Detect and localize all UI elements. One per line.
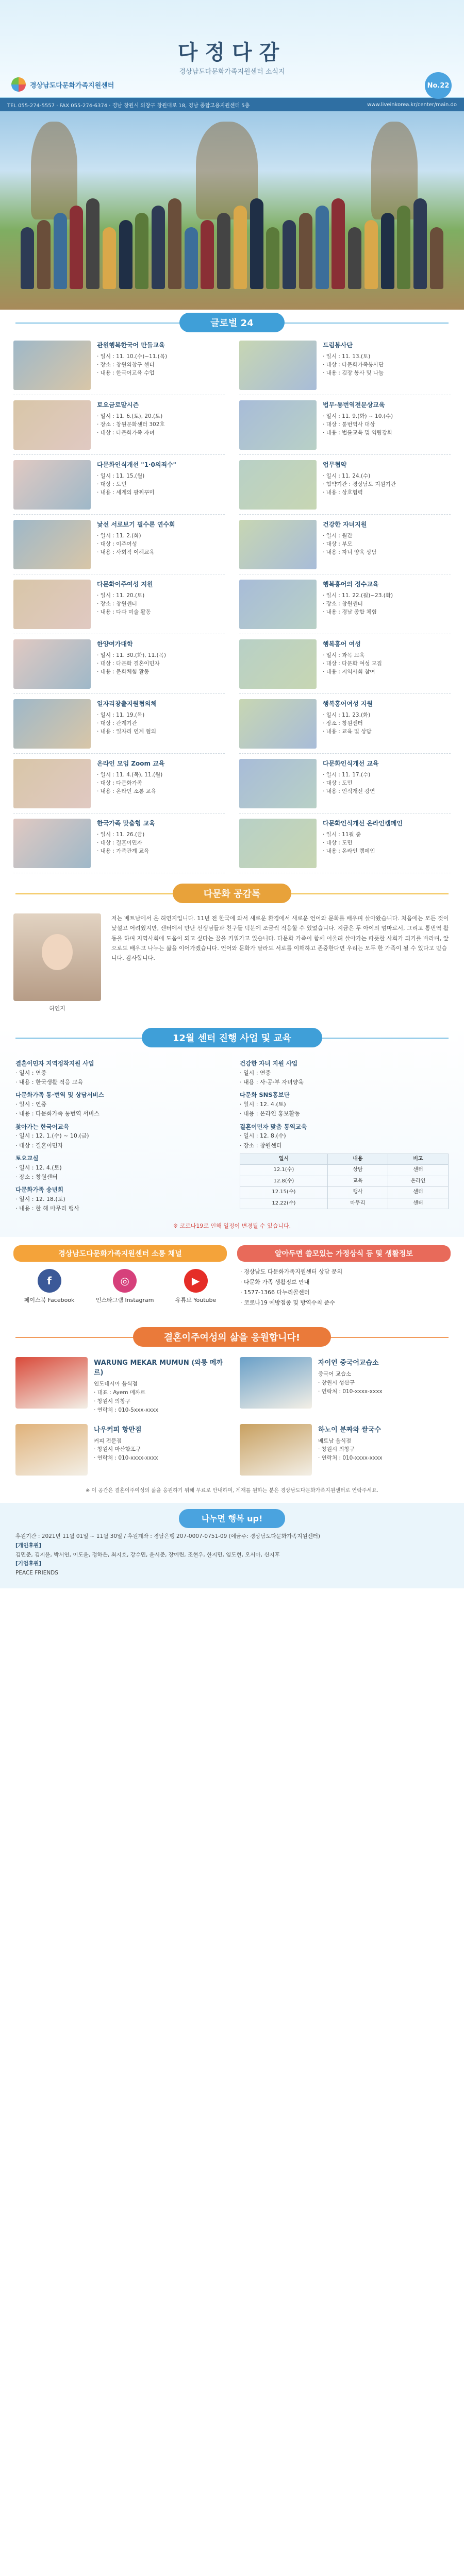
person-figure [86, 198, 100, 289]
sns-label: 페이스북 Facebook [24, 1297, 75, 1304]
schedule-table [240, 1154, 449, 1210]
donation-period: 후원기간 : 2021년 11월 01일 ~ 11월 30일 / 후원계좌 : 경남은행 207-0007-0751-09 (예금주: 경상남도다문화가족지원센터) [15, 1533, 320, 1539]
news-body: · 일시 : 월간 · 대상 : 부모 · 내용 : 자녀 양육 상담 [323, 532, 377, 556]
news-body: · 일시 : 과목 교육 · 대상 : 다문화 여성 모집 · 내용 : 지역사회 참여 [323, 652, 382, 675]
schedule-heading: 다문화 SNS홍보단 [240, 1091, 290, 1099]
news-item [239, 395, 451, 455]
section-banner-essay [0, 880, 464, 906]
person-figure [266, 227, 279, 289]
person-figure [168, 198, 181, 289]
person-figure [201, 220, 214, 289]
individual-donors: 김민준, 김지윤, 박서연, 이도윤, 정하은, 최지호, 강수민, 윤서준, 장예린, 조현우, 한지민, 임도현, 오서아, 신지후 [15, 1551, 280, 1558]
shops-grid [0, 1350, 464, 1482]
news-body: · 일시 : 11. 23.(화) · 장소 : 창원센터 · 내용 : 교육 및 상담 [323, 711, 372, 735]
schedule-detail: · 일시 : 12. 8.(수) · 장소 : 창원센터 [240, 1132, 286, 1149]
news-body: · 일시 : 11. 17.(수) · 대상 : 도민 · 내용 : 인식개선 강연 [323, 771, 375, 795]
news-body: · 일시 : 11. 19.(목) · 대상 : 관계기관 · 내용 : 일자리 연계 협의 [97, 711, 156, 735]
person-figure [381, 213, 394, 289]
section-title: 글로벌 24 [179, 313, 284, 332]
issue-number-badge: No.22 [425, 72, 452, 99]
person-figure [119, 220, 132, 289]
news-title: 토요금로말시즌 [97, 401, 139, 409]
sns-icon: f [38, 1269, 61, 1293]
table-cell: 12.8(수) [240, 1176, 328, 1187]
news-title: 낯선 서로보기 필수론 연수회 [97, 521, 175, 528]
schedule-heading: 찾아가는 한국어교육 [15, 1123, 69, 1130]
schedule-heading: 다문화가족 송년회 [15, 1186, 63, 1193]
schedule-heading: 토요교실 [15, 1154, 39, 1162]
schedule-heading: 건강한 자녀 지원 사업 [240, 1060, 297, 1067]
person-figure [250, 198, 263, 289]
sns-link[interactable] [24, 1269, 75, 1304]
table-cell: 온라인 [388, 1176, 448, 1187]
person-figure [234, 206, 247, 289]
shop-photo [240, 1357, 312, 1409]
news-grid [0, 335, 464, 873]
news-item [13, 455, 225, 515]
news-photo [13, 819, 91, 868]
table-cell: 상담 [327, 1165, 388, 1176]
schedule-heading: 다문화가족 통·번역 및 상담서비스 [15, 1091, 104, 1099]
person-figure [54, 213, 67, 289]
table-cell: 마무리 [327, 1198, 388, 1209]
news-title: 업무협약 [323, 461, 347, 468]
shops-footnote: ※ 이 공간은 결혼이주여성의 삶을 응원하기 위해 무료로 안내하며, 게재를 원하는 분은 경상남도다문화가족지원센터로 연락주세요. [85, 1487, 379, 1494]
info-box [237, 1245, 451, 1313]
schedule-detail: · 일시 : 12. 4.(토) · 내용 : 온라인 홍보활동 [240, 1101, 300, 1117]
table-cell: 12.1(수) [240, 1165, 328, 1176]
shop-item [15, 1424, 224, 1476]
section-banner-news [0, 310, 464, 335]
news-photo [239, 400, 317, 450]
individual-label: [개인후원] [15, 1542, 42, 1549]
sns-link[interactable] [175, 1269, 216, 1304]
shop-details: 인도네시아 음식점 · 대표 : Ayem 메까르 · 창원시 의창구 · 연락처 : 010-5xxx-xxxx [94, 1381, 159, 1413]
center-logo [11, 77, 114, 92]
news-photo [239, 341, 317, 390]
person-figure [135, 213, 148, 289]
section-title: 나누면 행복 up! [179, 1509, 286, 1528]
shop-details: 중국어 교습소 · 창원시 성산구 · 연락처 : 010-xxxx-xxxx [318, 1371, 383, 1395]
person-figure [37, 220, 51, 289]
person-figure [299, 213, 312, 289]
table-cell: 행사 [327, 1187, 388, 1198]
person-figure [348, 227, 361, 289]
author-photo [13, 913, 101, 1001]
schedule-column-right [240, 1056, 449, 1213]
group-donors: PEACE FRIENDS [15, 1570, 58, 1577]
news-photo [239, 639, 317, 689]
schedule-detail: · 일시 : 12. 1.(수) ~ 10.(금) · 대상 : 결혼이민자 [15, 1132, 89, 1149]
news-body: · 일시 : 11. 26.(금) · 대상 : 결혼이민자 · 내용 : 가족관계 교육 [97, 831, 150, 855]
news-item [239, 634, 451, 694]
website-link[interactable]: www.liveinkorea.kr/center/main.do [367, 101, 457, 108]
shop-name: 나우커피 항만점 [94, 1426, 142, 1434]
news-photo [13, 520, 91, 569]
news-body: · 일시 : 11. 13.(토) · 대상 : 다문화가족봉사단 · 내용 : 김장 봉사 및 나눔 [323, 353, 384, 377]
shop-photo [15, 1357, 88, 1409]
sns-box [13, 1245, 227, 1313]
section-title: 12월 센터 진행 사업 및 교육 [142, 1028, 322, 1047]
news-title: 다문화이주여성 지원 [97, 581, 153, 588]
newsletter-subtitle: 경상남도다문화가족지원센터 소식지 [179, 68, 285, 76]
table-row [240, 1176, 449, 1187]
logo-text: 경상남도다문화가족지원센터 [30, 81, 114, 90]
section-title: 다문화 공감톡 [173, 884, 292, 903]
shop-details: 베트남 음식점 · 창원시 의창구 · 연락처 : 010-xxxx-xxxx [318, 1437, 383, 1462]
news-photo [239, 460, 317, 510]
schedule-note: ※ 코로나19로 인해 일정이 변경될 수 있습니다. [173, 1223, 291, 1230]
shop-name: WARUNG MEKAR MUMUN (와룽 메까르) [94, 1359, 223, 1377]
news-title: 행복홍어의 정수교육 [323, 581, 379, 588]
person-figure [332, 198, 345, 289]
shop-photo [15, 1424, 88, 1476]
essay-text: 저는 베트남에서 온 허연지입니다. 11년 전 한국에 와서 새로운 환경에서 새로운 언어와 문화를 배우며 살아왔습니다. 처음에는 모든 것이 낯설고 어려웠지만, 센터에서 만난 선생님들과 친구들 덕분에 조금씩 적응할 수 있었습니다. 지금은 두 아이의 엄마로서, 그리고 통번역 활동을 하며 지역사회에 도움이 되고 싶다는 꿈을 키워가고 있습니다. 다문화 가족이 함께 어울려 살아가는 따뜻한 사회가 되기를 바라며, 앞으로도 배우고 나누는 삶을 이어가겠습니다. 언어와 문화가 달라도 서로를 이해하고 존중한다면 우리는 모두 한 가족이 될 수 있다고 믿습니다. 감사합니다. [111, 915, 449, 961]
shop-photo [240, 1424, 312, 1476]
table-cell: 센터 [388, 1165, 448, 1176]
news-item [13, 634, 225, 694]
news-body: · 일시 : 11. 6.(토), 20.(토) · 장소 : 창원문화센터 302호 · 대상 : 다문화가족 자녀 [97, 413, 165, 436]
schedule-detail: · 일시 : 연중 · 내용 : 한국생활 적응 교육 [15, 1069, 83, 1086]
section-title: 결혼이주여성의 삶을 응원합니다! [133, 1327, 331, 1347]
person-figure [217, 213, 230, 289]
essay-author [13, 913, 101, 1012]
schedule-heading: 결혼이민자 지역정착지원 사업 [15, 1060, 94, 1067]
news-body: · 일시 : 11. 22.(월)~23.(화) · 장소 : 창원센터 · 내용 : 경남 종합 체험 [323, 592, 393, 616]
news-body: · 일시 : 11. 4.(목), 11.(월) · 대상 : 다문화가족 · 내용 : 온라인 소통 교육 [97, 771, 163, 795]
news-photo [239, 580, 317, 629]
news-body: · 일시 : 11. 10.(수)~11.(목) · 장소 : 창원의창구 센터 · 내용 : 한국어교육 수업 [97, 353, 168, 377]
news-title: 드림봉사단 [323, 342, 353, 349]
essay-block [0, 906, 464, 1020]
schedule-detail: · 일시 : 12. 18.(토) · 내용 : 한 해 마무리 행사 [15, 1195, 79, 1212]
section-banner-shops [0, 1324, 464, 1350]
hero-group-photo [0, 111, 464, 310]
news-item [13, 515, 225, 574]
news-item [239, 814, 451, 873]
donation-section [0, 1503, 464, 1588]
news-item [13, 335, 225, 395]
news-title: 한국가족 맞춤형 교육 [97, 820, 155, 827]
table-header: 일시 [240, 1154, 328, 1165]
table-header: 비고 [388, 1154, 448, 1165]
news-body: · 일시 : 11. 2.(화) · 대상 : 이주여성 · 내용 : 사회적 이해교육 [97, 532, 155, 556]
schedule-detail: · 일시 : 연중 · 내용 : 사·공·부 자녀양육 [240, 1069, 304, 1086]
news-title: 일자리창출지원협의체 [97, 700, 157, 707]
news-body: · 일시 : 11. 9.(화) ~ 10.(수) · 대상 : 통번역사 대상 · 내용 : 법률교육 및 역량강화 [323, 413, 393, 436]
news-body: · 일시 : 11월 중 · 대상 : 도민 · 내용 : 온라인 캠페인 [323, 831, 375, 855]
sns-info-row [0, 1245, 464, 1313]
person-figure [103, 227, 116, 289]
news-photo [239, 819, 317, 868]
news-title: 행복홍어여성 지원 [323, 700, 373, 707]
news-item [13, 754, 225, 814]
shop-name: 자이언 중국어교습소 [318, 1359, 379, 1367]
table-row [240, 1165, 449, 1176]
contact-info: TEL 055-274-5557 · FAX 055-274-6374 · 경남 창원시 의창구 창원대로 18, 경남 종합고용지원센터 5층 [7, 103, 250, 109]
section-title: 경상남도다문화가족지원센터 소통 채널 [13, 1245, 227, 1262]
news-item [239, 455, 451, 515]
schedule-column-left [15, 1056, 224, 1213]
shop-name: 하노이 분짜와 쌀국수 [318, 1426, 382, 1434]
table-cell: 12.15(수) [240, 1187, 328, 1198]
person-figure [316, 206, 329, 289]
table-row [240, 1187, 449, 1198]
news-item [239, 515, 451, 574]
news-item [13, 574, 225, 634]
news-photo [13, 341, 91, 390]
schedule-grid [0, 1050, 464, 1218]
news-title: 다문화인식개선 "1·0의죄수" [97, 461, 176, 468]
person-figure [283, 220, 296, 289]
shop-item [240, 1424, 449, 1476]
person-figure [21, 227, 34, 289]
person-figure [397, 206, 410, 289]
sns-label: 인스타그램 Instagram [95, 1297, 154, 1304]
news-title: 다문화인식개선 온라인캠페인 [323, 820, 403, 827]
news-item [13, 814, 225, 873]
person-figure [430, 227, 443, 289]
person-figure [413, 198, 427, 289]
table-header: 내용 [327, 1154, 388, 1165]
group-label: [기업후원] [15, 1561, 42, 1567]
news-body: · 일시 : 11. 15.(월) · 대상 : 도민 · 내용 : 세계의 팔찌꾸미 [97, 472, 155, 496]
news-photo [13, 580, 91, 629]
news-title: 한양여가대학 [97, 640, 133, 648]
news-item [13, 395, 225, 455]
news-photo [239, 759, 317, 808]
news-item [13, 694, 225, 754]
news-title: 온라인 모임 Zoom 교육 [97, 760, 165, 767]
info-text: · 경상남도 다문화가족지원센터 상담 문의 · 다문화 가족 생활정보 안내 · 1577-1366 다누리콜센터 · 코로나19 예방접종 및 방역수칙 준수 [240, 1268, 343, 1306]
author-name: 허연지 [49, 1005, 65, 1012]
table-cell: 교육 [327, 1176, 388, 1187]
news-photo [239, 699, 317, 749]
person-figure [185, 227, 198, 289]
table-cell: 센터 [388, 1187, 448, 1198]
section-banner-schedule [0, 1025, 464, 1050]
person-figure [70, 206, 83, 289]
news-title: 관원행복한국어 만들교육 [97, 342, 165, 349]
news-body: · 일시 : 11. 30.(화), 11.(목) · 대상 : 다문화 결혼이민자 · 내용 : 문화체험 활동 [97, 652, 166, 675]
news-photo [13, 400, 91, 450]
news-body: · 일시 : 11. 24.(수) · 협약기관 : 경상남도 지원기관 · 내용 : 상호협력 [323, 472, 396, 496]
shop-details: 커피 전문점 · 창원시 마산합포구 · 연락처 : 010-xxxx-xxxx [94, 1437, 158, 1462]
person-figure [152, 206, 165, 289]
table-row [240, 1198, 449, 1209]
news-title: 건강한 자녀지원 [323, 521, 367, 528]
newsletter-header [0, 0, 464, 98]
news-item [239, 335, 451, 395]
news-item [239, 754, 451, 814]
news-item [239, 574, 451, 634]
shop-item [15, 1357, 224, 1414]
contact-bar [0, 98, 464, 111]
newsletter-title: 다정다감 [177, 40, 287, 64]
table-cell: 12.22(수) [240, 1198, 328, 1209]
news-title: 법무·통번역전문상교육 [323, 401, 385, 409]
sns-icon: ◎ [113, 1269, 137, 1293]
table-cell: 센터 [388, 1198, 448, 1209]
news-photo [13, 759, 91, 808]
shop-item [240, 1357, 449, 1414]
news-photo [13, 639, 91, 689]
sns-label: 유튜브 Youtube [175, 1297, 217, 1304]
sns-icon: ▶ [184, 1269, 208, 1293]
news-title: 다문화인식개선 교육 [323, 760, 379, 767]
news-photo [239, 520, 317, 569]
sns-link[interactable] [96, 1269, 154, 1304]
news-title: 행복홍어 여성 [323, 640, 361, 648]
schedule-detail: · 일시 : 연중 · 내용 : 다문화가족 통번역 서비스 [15, 1101, 100, 1117]
news-body: · 일시 : 11. 20.(토) · 장소 : 창원센터 · 내용 : 다과 미술 활동 [97, 592, 151, 616]
schedule-detail: · 일시 : 12. 4.(토) · 장소 : 창원센터 [15, 1164, 62, 1180]
schedule-heading: 결혼이민자 맞춤 통역교육 [240, 1123, 307, 1130]
person-figure [364, 220, 378, 289]
logo-icon [11, 77, 26, 92]
section-title: 알아두면 쓸모있는 가정상식 등 및 생활정보 [237, 1245, 451, 1262]
news-item [239, 694, 451, 754]
news-photo [13, 699, 91, 749]
news-photo [13, 460, 91, 510]
